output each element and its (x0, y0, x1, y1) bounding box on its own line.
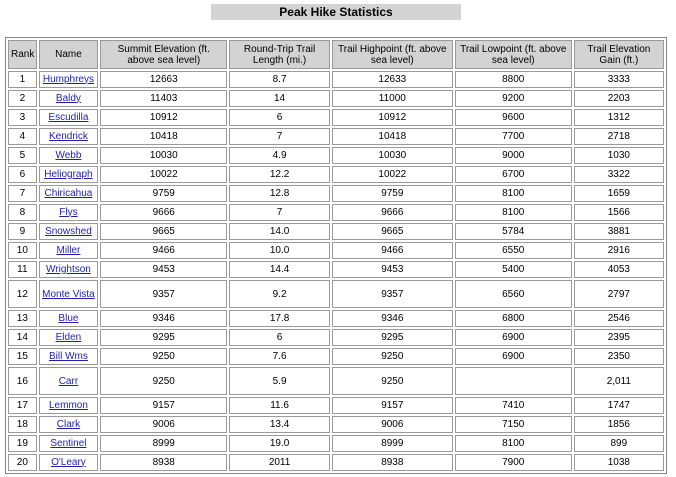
cell-trail-length: 12.2 (229, 166, 329, 183)
cell-trail-lowpoint: 9600 (455, 109, 572, 126)
table-row (8, 242, 664, 259)
cell-rank: 12 (8, 280, 37, 308)
cell-trail-lowpoint: 6550 (455, 242, 572, 259)
cell-trail-highpoint: 9666 (332, 204, 453, 221)
cell-trail-lowpoint: 5784 (455, 223, 572, 240)
cell-summit-elevation: 10912 (100, 109, 227, 126)
cell-trail-length: 7.6 (229, 348, 329, 365)
cell-name (39, 280, 98, 308)
cell-elevation-gain: 1312 (574, 109, 664, 126)
cell-trail-lowpoint: 8800 (455, 71, 572, 88)
cell-trail-highpoint: 9006 (332, 416, 453, 433)
cell-elevation-gain: 3322 (574, 166, 664, 183)
cell-trail-highpoint: 9466 (332, 242, 453, 259)
cell-elevation-gain: 2718 (574, 128, 664, 145)
cell-trail-length: 14.0 (229, 223, 329, 240)
column-header-summit-elevation: Summit Elevation (ft. above sea level) (100, 40, 227, 69)
cell-trail-highpoint: 9665 (332, 223, 453, 240)
column-header-trail-highpoint: Trail Highpoint (ft. above sea level) (332, 40, 453, 69)
cell-elevation-gain: 2350 (574, 348, 664, 365)
cell-trail-highpoint: 9295 (332, 329, 453, 346)
cell-summit-elevation: 8938 (100, 454, 227, 471)
table-row (8, 109, 664, 126)
peak-link[interactable]: Snowshed (45, 225, 92, 237)
cell-rank: 15 (8, 348, 37, 365)
peak-link[interactable]: Baldy (55, 92, 81, 104)
cell-summit-elevation: 12663 (100, 71, 227, 88)
cell-rank: 19 (8, 435, 37, 452)
cell-trail-length: 9.2 (229, 280, 329, 308)
cell-trail-highpoint: 12633 (332, 71, 453, 88)
cell-trail-length: 6 (229, 329, 329, 346)
cell-elevation-gain: 3881 (574, 223, 664, 240)
cell-trail-highpoint: 10418 (332, 128, 453, 145)
cell-trail-lowpoint: 8100 (455, 435, 572, 452)
cell-trail-length: 11.6 (229, 397, 329, 414)
cell-name (39, 71, 98, 88)
cell-trail-length: 10.0 (229, 242, 329, 259)
peak-link[interactable]: Blue (58, 312, 79, 324)
cell-trail-lowpoint: 6800 (455, 310, 572, 327)
peak-link[interactable]: Clark (56, 418, 81, 430)
cell-trail-highpoint: 9357 (332, 280, 453, 308)
cell-rank: 18 (8, 416, 37, 433)
column-header-trail-length: Round-Trip Trail Length (mi.) (229, 40, 329, 69)
table-row (8, 223, 664, 240)
peak-link[interactable]: Heliograph (44, 168, 93, 180)
peak-link[interactable]: Sentinel (50, 437, 87, 449)
page-title: Peak Hike Statistics (211, 4, 461, 20)
cell-elevation-gain: 4053 (574, 261, 664, 278)
cell-trail-lowpoint: 5400 (455, 261, 572, 278)
peak-link[interactable]: Humphreys (42, 73, 94, 85)
cell-rank: 17 (8, 397, 37, 414)
cell-name (39, 147, 98, 164)
cell-trail-length: 7 (229, 204, 329, 221)
cell-rank: 14 (8, 329, 37, 346)
cell-summit-elevation: 9295 (100, 329, 227, 346)
cell-trail-length: 8.7 (229, 71, 329, 88)
cell-elevation-gain: 1038 (574, 454, 664, 471)
cell-trail-lowpoint: 8100 (455, 185, 572, 202)
cell-trail-highpoint: 9250 (332, 348, 453, 365)
cell-trail-highpoint: 8999 (332, 435, 453, 452)
cell-rank: 5 (8, 147, 37, 164)
column-header-trail-lowpoint: Trail Lowpoint (ft. above sea level) (455, 40, 572, 69)
peak-link[interactable]: O'Leary (51, 456, 86, 468)
cell-elevation-gain: 3333 (574, 71, 664, 88)
cell-summit-elevation: 9666 (100, 204, 227, 221)
cell-summit-elevation: 11403 (100, 90, 227, 107)
cell-name (39, 367, 98, 395)
column-header-name: Name (39, 40, 98, 69)
cell-rank: 13 (8, 310, 37, 327)
cell-trail-highpoint: 10912 (332, 109, 453, 126)
table-row (8, 397, 664, 414)
cell-elevation-gain: 2,011 (574, 367, 664, 395)
cell-name (39, 416, 98, 433)
cell-trail-lowpoint: 6900 (455, 348, 572, 365)
cell-elevation-gain: 2546 (574, 310, 664, 327)
cell-summit-elevation: 9453 (100, 261, 227, 278)
cell-rank: 9 (8, 223, 37, 240)
cell-trail-length: 6 (229, 109, 329, 126)
table-row (8, 166, 664, 183)
table-row (8, 71, 664, 88)
peak-link[interactable]: Kendrick (48, 130, 88, 142)
cell-rank: 6 (8, 166, 37, 183)
cell-summit-elevation: 9665 (100, 223, 227, 240)
cell-trail-highpoint: 9453 (332, 261, 453, 278)
peak-link[interactable]: Bill Wms (48, 350, 88, 362)
cell-trail-length: 14 (229, 90, 329, 107)
cell-rank: 8 (8, 204, 37, 221)
cell-elevation-gain: 1030 (574, 147, 664, 164)
cell-summit-elevation: 9250 (100, 367, 227, 395)
table-row (8, 147, 664, 164)
cell-summit-elevation: 9157 (100, 397, 227, 414)
cell-elevation-gain: 2797 (574, 280, 664, 308)
cell-trail-length: 5.9 (229, 367, 329, 395)
cell-trail-length: 14.4 (229, 261, 329, 278)
peak-link[interactable]: Wrightson (46, 263, 91, 275)
peak-link[interactable]: Flys (59, 206, 78, 218)
cell-elevation-gain: 1856 (574, 416, 664, 433)
cell-elevation-gain: 1566 (574, 204, 664, 221)
peak-link[interactable]: Chiricahua (44, 187, 93, 199)
cell-trail-highpoint: 10030 (332, 147, 453, 164)
cell-trail-lowpoint: 7700 (455, 128, 572, 145)
cell-trail-length: 12.8 (229, 185, 329, 202)
cell-name (39, 454, 98, 471)
peak-link[interactable]: Lemmon (48, 399, 88, 411)
cell-rank: 10 (8, 242, 37, 259)
cell-summit-elevation: 10030 (100, 147, 227, 164)
peak-link[interactable]: Carr (58, 375, 79, 387)
cell-name (39, 128, 98, 145)
cell-name (39, 242, 98, 259)
table-row (8, 310, 664, 327)
cell-elevation-gain: 1659 (574, 185, 664, 202)
cell-trail-lowpoint: 6700 (455, 166, 572, 183)
peak-link[interactable]: Webb (55, 149, 82, 161)
table-row (8, 435, 664, 452)
cell-elevation-gain: 1747 (574, 397, 664, 414)
table-row (8, 204, 664, 221)
cell-summit-elevation: 9346 (100, 310, 227, 327)
cell-rank: 16 (8, 367, 37, 395)
cell-trail-highpoint: 11000 (332, 90, 453, 107)
peak-link[interactable]: Escudilla (48, 111, 89, 123)
cell-name (39, 261, 98, 278)
stats-table (5, 37, 667, 474)
cell-name (39, 204, 98, 221)
cell-trail-highpoint: 9250 (332, 367, 453, 395)
peak-link[interactable]: Miller (56, 244, 81, 256)
cell-name (39, 90, 98, 107)
cell-trail-length: 13.4 (229, 416, 329, 433)
cell-rank: 1 (8, 71, 37, 88)
cell-summit-elevation: 9759 (100, 185, 227, 202)
cell-name (39, 329, 98, 346)
cell-trail-lowpoint: 6900 (455, 329, 572, 346)
cell-trail-highpoint: 9157 (332, 397, 453, 414)
cell-trail-highpoint: 8938 (332, 454, 453, 471)
cell-name (39, 435, 98, 452)
cell-elevation-gain: 2203 (574, 90, 664, 107)
cell-name (39, 397, 98, 414)
cell-trail-highpoint: 9759 (332, 185, 453, 202)
table-row (8, 367, 664, 395)
column-header-elevation-gain: Trail Elevation Gain (ft.) (574, 40, 664, 69)
cell-trail-lowpoint: 7900 (455, 454, 572, 471)
cell-trail-lowpoint: 6560 (455, 280, 572, 308)
cell-trail-length: 4.9 (229, 147, 329, 164)
header-row (8, 40, 664, 69)
cell-name (39, 166, 98, 183)
cell-name (39, 223, 98, 240)
table-row (8, 280, 664, 308)
cell-rank: 7 (8, 185, 37, 202)
cell-trail-lowpoint: 9200 (455, 90, 572, 107)
peak-link[interactable]: Elden (55, 331, 82, 343)
table-row (8, 329, 664, 346)
cell-rank: 20 (8, 454, 37, 471)
cell-summit-elevation: 9006 (100, 416, 227, 433)
cell-rank: 3 (8, 109, 37, 126)
peak-link[interactable]: Monte Vista (42, 288, 95, 300)
cell-summit-elevation: 10022 (100, 166, 227, 183)
table-row (8, 90, 664, 107)
cell-trail-highpoint: 10022 (332, 166, 453, 183)
cell-name (39, 310, 98, 327)
cell-rank: 4 (8, 128, 37, 145)
cell-summit-elevation: 9250 (100, 348, 227, 365)
cell-trail-lowpoint: 7410 (455, 397, 572, 414)
cell-trail-length: 17.8 (229, 310, 329, 327)
cell-name (39, 185, 98, 202)
cell-summit-elevation: 8999 (100, 435, 227, 452)
cell-name (39, 109, 98, 126)
cell-trail-length: 7 (229, 128, 329, 145)
cell-trail-lowpoint: 7150 (455, 416, 572, 433)
cell-summit-elevation: 9466 (100, 242, 227, 259)
table-row (8, 416, 664, 433)
cell-trail-length: 19.0 (229, 435, 329, 452)
column-header-rank: Rank (8, 40, 37, 69)
cell-trail-lowpoint: 8100 (455, 204, 572, 221)
cell-trail-lowpoint (455, 367, 572, 395)
table-row (8, 348, 664, 365)
cell-summit-elevation: 10418 (100, 128, 227, 145)
cell-rank: 2 (8, 90, 37, 107)
table-row (8, 128, 664, 145)
cell-trail-highpoint: 9346 (332, 310, 453, 327)
table-row (8, 185, 664, 202)
cell-elevation-gain: 2395 (574, 329, 664, 346)
cell-elevation-gain: 2916 (574, 242, 664, 259)
cell-rank: 11 (8, 261, 37, 278)
cell-elevation-gain: 899 (574, 435, 664, 452)
cell-summit-elevation: 9357 (100, 280, 227, 308)
table-row (8, 261, 664, 278)
cell-name (39, 348, 98, 365)
cell-trail-length: 2011 (229, 454, 329, 471)
cell-trail-lowpoint: 9000 (455, 147, 572, 164)
table-row (8, 454, 664, 471)
